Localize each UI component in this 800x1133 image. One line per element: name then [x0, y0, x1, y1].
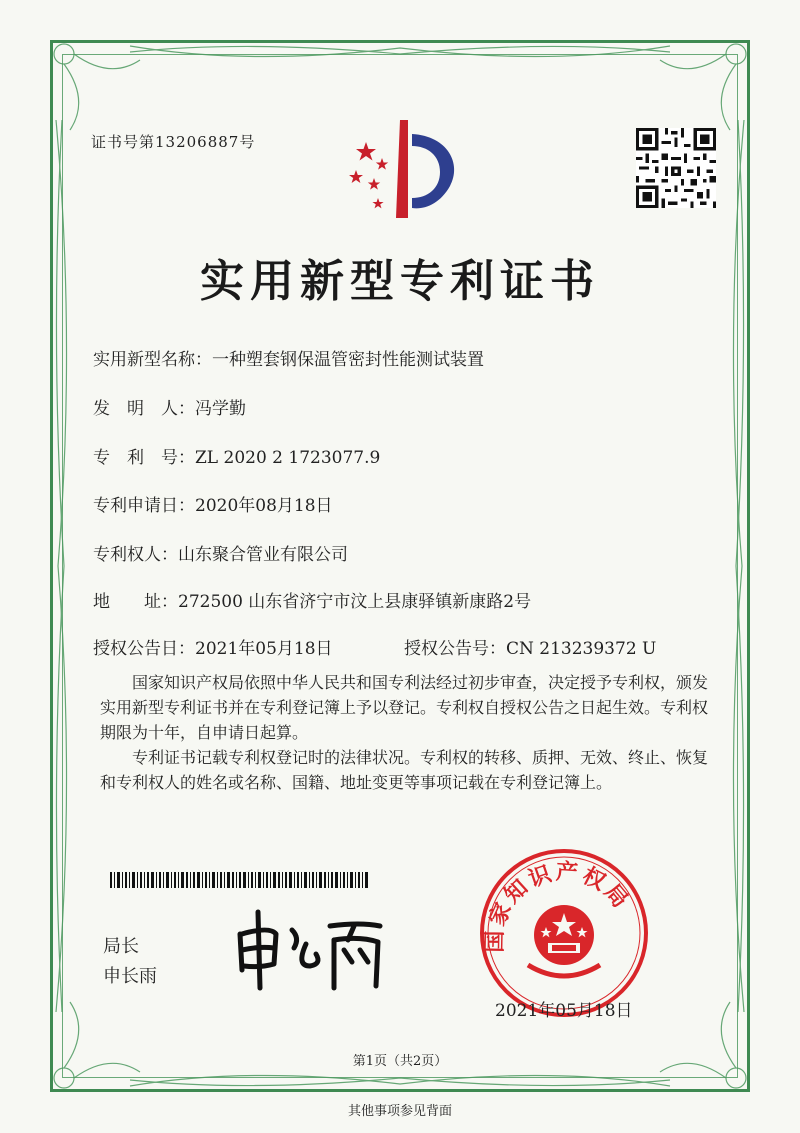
- official-seal-icon: [478, 847, 650, 1019]
- director-name: 申长雨: [103, 966, 157, 987]
- svg-text:国家知识产权局: 国家知识产权局: [482, 859, 635, 953]
- patent-number-row: [93, 443, 380, 468]
- filing-date-value: 2020年08月18日: [195, 496, 333, 516]
- grant-date-value: 2021年05月18日: [195, 639, 333, 659]
- legal-paragraph-2: 专利证书记载专利权登记时的法律状况。专利权的转移、质押、无效、终止、恢复和专利权人的姓名或名称、国籍、地址变更等事项记载在专利登记簿上。: [100, 748, 709, 792]
- certificate-number: 证书号第13206887号: [91, 133, 256, 151]
- legal-paragraph-1: 国家知识产权局依照中华人民共和国专利法经过初步审查，决定授予专利权，颁发实用新型专利证书并在专利登记簿上予以登记。专利权自授权公告之日起生效。专利权期限为十年，自申请日起算。: [100, 673, 709, 742]
- patent-number-label: 专 利 号：: [93, 448, 195, 468]
- barcode-icon: [110, 872, 370, 888]
- grant-number-label: 授权公告号：: [404, 639, 506, 659]
- utility-model-name-label: 实用新型名称：: [93, 350, 212, 370]
- grant-number-row: [404, 634, 656, 659]
- patentee-row: [93, 540, 348, 565]
- utility-model-name-row: [93, 345, 484, 370]
- patentee-label: 专利权人：: [93, 545, 178, 565]
- patent-number-value: ZL 2020 2 1723077.9: [195, 448, 381, 468]
- grant-date-label: 授权公告日：: [93, 639, 195, 659]
- director-signature-icon: [230, 904, 390, 994]
- grant-date-row: [93, 634, 333, 659]
- cnipa-logo-icon: [338, 112, 468, 224]
- filing-date-row: [93, 491, 333, 516]
- inventor-label: 发 明 人：: [93, 399, 195, 419]
- inventor-row: [93, 394, 246, 419]
- footer-note: 其他事项参见背面: [347, 1104, 452, 1119]
- page-number: 第1页（共2页）: [352, 1054, 448, 1069]
- address-row: [93, 587, 531, 612]
- qr-code-icon: [636, 128, 716, 208]
- inventor-value: 冯学勤: [195, 399, 246, 419]
- grant-number-value: CN 213239372 U: [506, 639, 657, 659]
- filing-date-label: 专利申请日：: [93, 496, 195, 516]
- director-title: 局长: [103, 936, 139, 957]
- certificate-title: 实用新型专利证书: [200, 256, 600, 307]
- patentee-value: 山东聚合管业有限公司: [178, 545, 348, 565]
- seal-date: 2021年05月18日: [495, 1001, 633, 1021]
- utility-model-name-value: 一种塑套钢保温管密封性能测试装置: [212, 350, 484, 370]
- address-value: 272500 山东省济宁市汶上县康驿镇新康路2号: [178, 592, 532, 612]
- address-label: 地 址：: [93, 592, 178, 612]
